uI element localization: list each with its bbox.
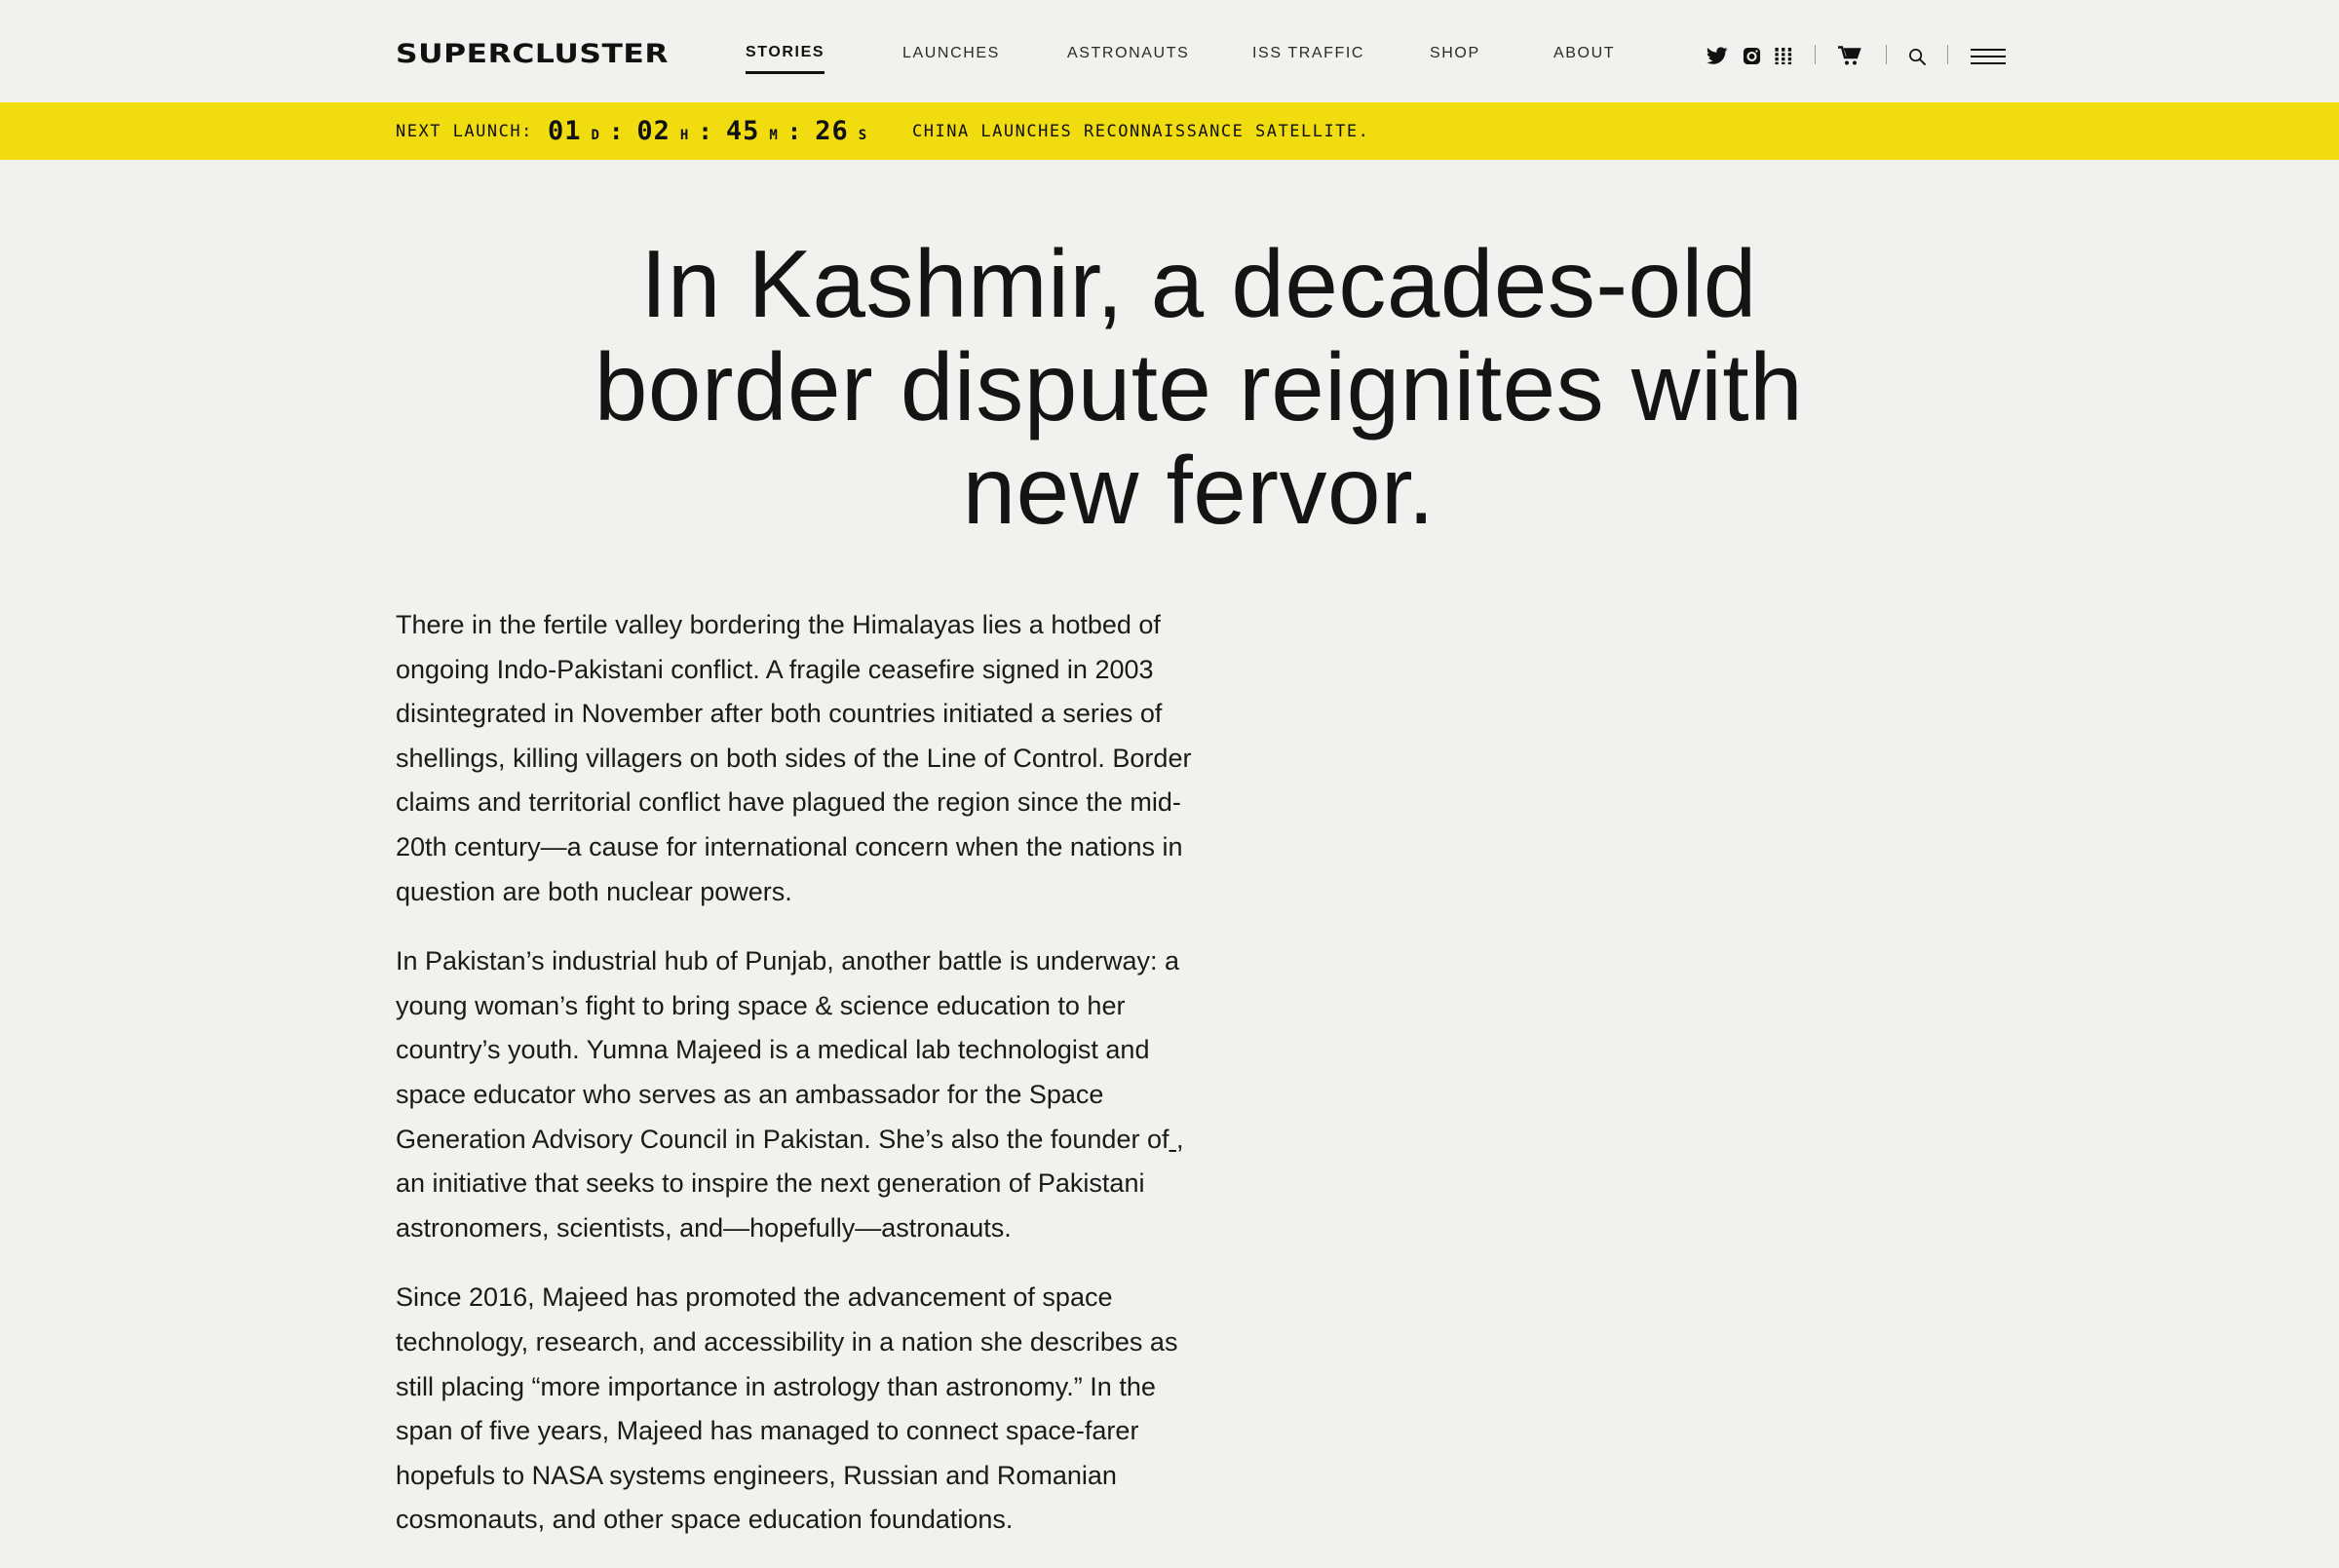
site-logo[interactable]: SUPERCLUSTER <box>396 39 670 69</box>
rss-icon[interactable] <box>1774 47 1793 65</box>
article-paragraph-text: In Pakistan’s industrial hub of Punjab, another battle is underway: a young woman’s fight to bring space & science education to her country’s youth. Yumna Majeed is a medical lab technologist and space educator who serves as an ambassador for the Space Generation Advisory Council in Pakistan. She’s also the founder of <box>396 946 1180 1154</box>
countdown-hours-unit: H <box>679 128 689 143</box>
nav-divider <box>1886 45 1887 64</box>
next-launch-label: NEXT LAUNCH: <box>396 122 533 141</box>
nav-item-iss-traffic[interactable]: ISS TRAFFIC <box>1252 45 1365 61</box>
article-paragraph: Since 2016, Majeed has promoted the advancement of space technology, research, and accessibility in a nation she describes as still placing “more importance in astrology than astronomy.” In the span of five years, Majeed has managed to connect space-farer hopefuls to NASA systems engineers, Russian and Romanian cosmonauts, and other space education foundations. <box>396 1282 1178 1535</box>
countdown-separator: : <box>608 118 624 145</box>
countdown-seconds-unit: S <box>858 128 867 143</box>
cart-icon[interactable] <box>1838 46 1861 66</box>
countdown-days-unit: D <box>591 128 599 143</box>
instagram-icon[interactable] <box>1743 47 1761 65</box>
article-paragraph: There in the fertile valley bordering the Himalayas lies a hotbed of ongoing Indo-Pakistani conflict. A fragile ceasefire signed in 2003 disintegrated in November after both countries initiated a series of shellings, killing villagers on both sides of the Line of Control. Border claims and territorial conflict have plagued the region since the mid-20th century—a cause for international concern when the nations in question are both nuclear powers. <box>396 610 1192 906</box>
countdown-separator: : <box>698 118 712 145</box>
top-navigation <box>0 0 2339 102</box>
countdown-seconds: 26 <box>815 116 849 146</box>
article-paragraph-text: , an initiative that seeks to inspire the next generation of Pakistani astronomers, scientists, and—hopefully—astronauts. <box>396 1124 1184 1243</box>
countdown-minutes: 45 <box>725 116 760 146</box>
launch-countdown <box>548 116 876 146</box>
launch-ticker-bar <box>0 102 2339 160</box>
nav-item-astronauts[interactable]: ASTRONAUTS <box>1067 45 1190 61</box>
twitter-icon[interactable] <box>1706 47 1728 65</box>
countdown-hours: 02 <box>636 116 671 146</box>
nav-item-about[interactable]: ABOUT <box>1553 45 1616 61</box>
nav-item-launches[interactable]: LAUNCHES <box>902 45 1000 61</box>
ticker-news-headline[interactable]: CHINA LAUNCHES RECONNAISSANCE SATELLITE. <box>912 122 1370 141</box>
nav-item-stories[interactable]: STORIES <box>746 44 824 74</box>
nav-divider <box>1947 45 1948 64</box>
nav-item-shop[interactable]: SHOP <box>1430 45 1480 61</box>
countdown-minutes-unit: M <box>769 128 778 143</box>
nav-divider <box>1815 45 1816 64</box>
search-icon[interactable] <box>1908 48 1927 66</box>
article-body <box>396 603 1205 1568</box>
countdown-days: 01 <box>548 116 582 146</box>
countdown-separator: : <box>786 118 802 145</box>
founder-initiative-link[interactable] <box>1169 1125 1176 1154</box>
article-headline: In Kashmir, a decades-old border dispute reignites with new fervor. <box>594 230 1804 544</box>
menu-icon[interactable] <box>1971 48 2006 65</box>
article-paragraph <box>396 939 1205 1250</box>
